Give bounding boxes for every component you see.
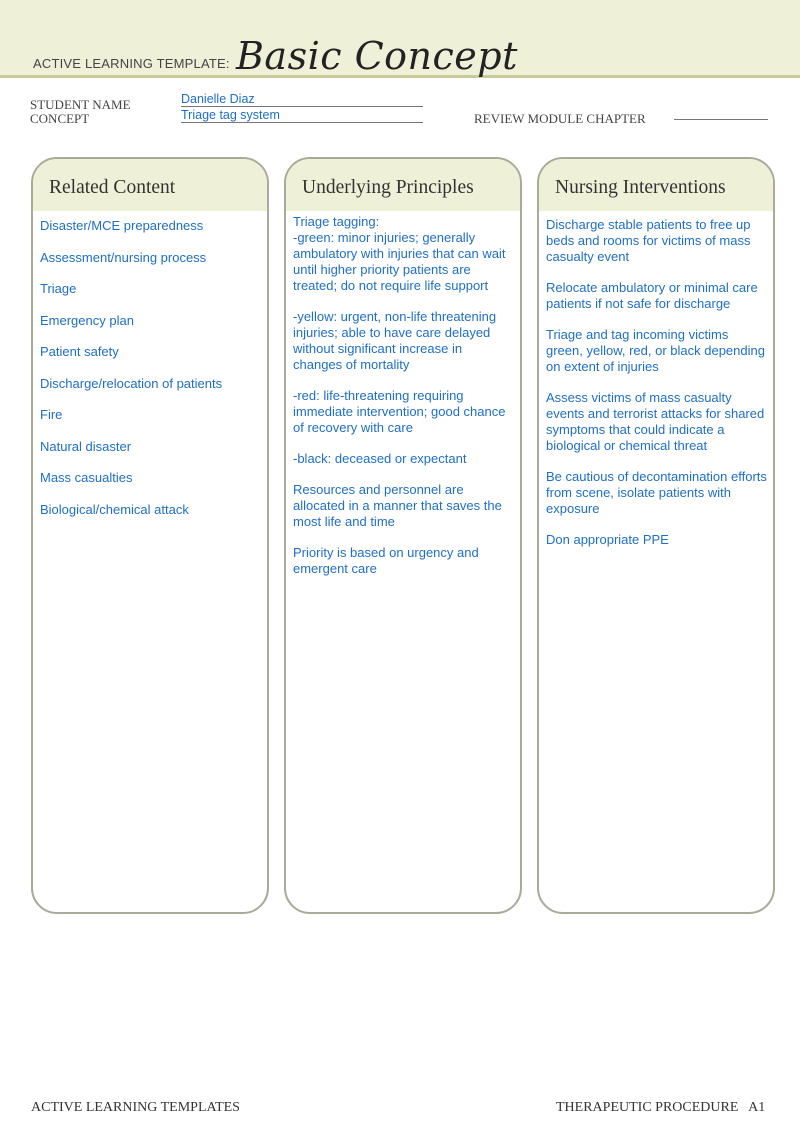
- page-title: Basic Concept: [236, 34, 518, 78]
- review-module-label: REVIEW MODULE CHAPTER: [474, 111, 646, 126]
- list-item: Triage: [40, 281, 77, 296]
- list-item: Assess victims of mass casualty events and terrorist attacks for shared symptoms that could indicate a biological or chemical threat: [546, 390, 765, 453]
- list-item: -black: deceased or expectant: [293, 451, 467, 466]
- list-item: Priority is based on urgency and emergent care: [293, 545, 479, 576]
- concept-field[interactable]: Triage tag system: [181, 108, 423, 123]
- list-item: Discharge/relocation of patients: [40, 375, 223, 391]
- related-content-panel: [31, 157, 269, 914]
- list-item: -yellow: urgent, non-life threatening injuries; able to have care delayed without significant increase in changes of mortality: [293, 309, 497, 372]
- template-label: ACTIVE LEARNING TEMPLATE:: [33, 56, 230, 71]
- list-item: Don appropriate PPE: [546, 532, 669, 547]
- student-name-field[interactable]: Danielle Diaz: [181, 92, 423, 107]
- list-item: Fire: [40, 407, 63, 422]
- footer-right: THERAPEUTIC PROCEDURE A1: [556, 1100, 766, 1115]
- panel-title: Related Content: [33, 159, 267, 211]
- header-band: [0, 0, 800, 78]
- list-item: Relocate ambulatory or minimal care patients if not safe for discharge: [546, 280, 758, 311]
- review-module-field[interactable]: [674, 119, 768, 120]
- list-item: Natural disaster: [40, 438, 132, 454]
- list-item: Assessment/nursing process: [40, 249, 207, 265]
- list-item: Triage and tag incoming victims green, yellow, red, or black depending on extent of injuries: [546, 327, 765, 374]
- footer-left: ACTIVE LEARNING TEMPLATES: [31, 1100, 240, 1115]
- list-item: Triage tagging: -green: minor injuries; generally ambulatory with injuries that can wait until higher priority patients are treated; do not require life support: [293, 214, 506, 293]
- list-item: Mass casualties: [40, 470, 133, 485]
- panel-title: Nursing Interventions: [539, 159, 773, 211]
- list-item: Disaster/MCE preparedness: [40, 218, 204, 233]
- list-item: Discharge stable patients to free up beds and rooms for victims of mass casualty event: [546, 217, 751, 264]
- panel-title: Underlying Principles: [286, 159, 520, 211]
- list-item: Emergency plan: [40, 312, 134, 328]
- list-item: Be cautious of decontamination efforts from scene, isolate patients with exposure: [546, 469, 767, 516]
- student-name-label: STUDENT NAME: [30, 97, 131, 112]
- nursing-interventions-panel: [537, 157, 775, 914]
- list-item: Biological/chemical attack: [40, 501, 189, 517]
- underlying-principles-panel: [284, 157, 522, 914]
- concept-label: CONCEPT: [30, 111, 90, 126]
- list-item: Resources and personnel are allocated in a manner that saves the most life and time: [293, 482, 502, 529]
- list-item: Patient safety: [40, 344, 119, 359]
- list-item: -red: life-threatening requiring immediate intervention; good chance of recovery with care: [293, 388, 506, 435]
